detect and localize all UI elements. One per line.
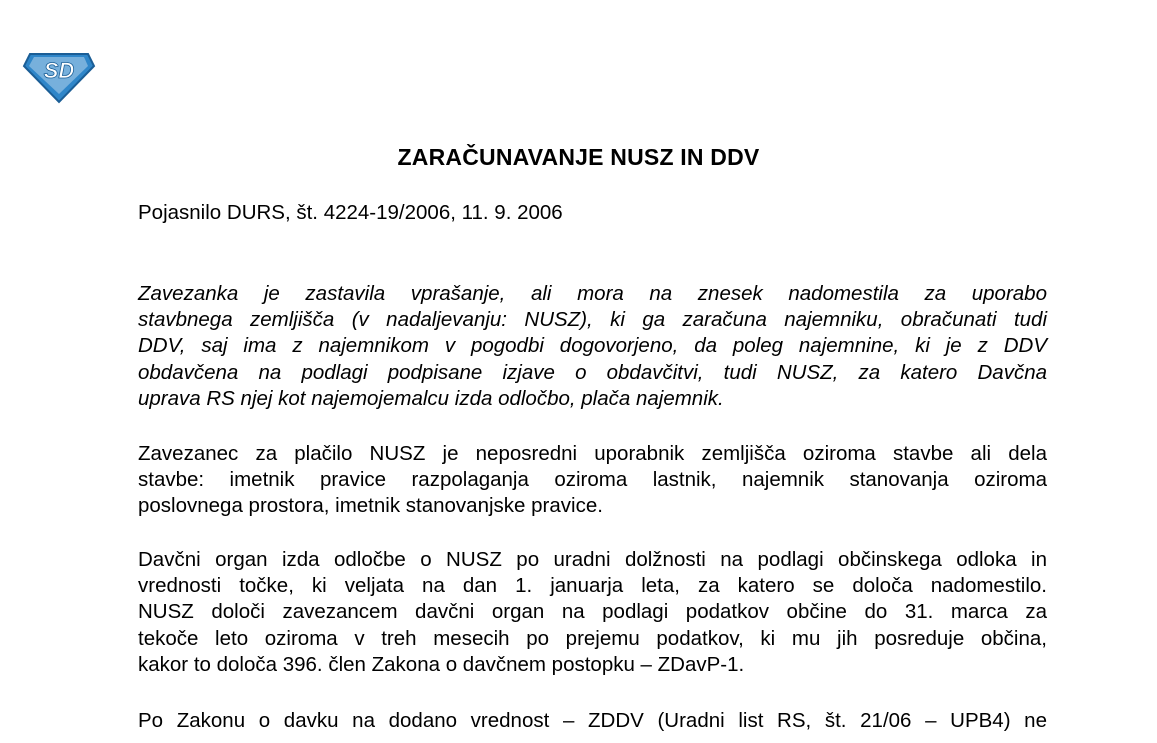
- document-title: ZARAČUNAVANJE NUSZ IN DDV: [397, 144, 760, 170]
- paragraph-line: uprava RS njej kot najemojemalcu izda odločbo, plača najemnik.: [138, 386, 724, 410]
- paragraph-line: stavbe: imetnik pravice razpolaganja oziroma lastnik, najemnik stanovanja oziroma: [138, 468, 1047, 492]
- paragraph-taxpayer: [138, 441, 1047, 520]
- paragraph-line: Zavezanec za plačilo NUSZ je neposredni uporabnik zemljišča oziroma stavbe ali dela: [138, 442, 1047, 465]
- paragraph-line: NUSZ določi zavezancem davčni organ na podlagi podatkov občine do 31. marca za: [138, 600, 1047, 624]
- paragraph-line: tekoče leto oziroma v treh mesecih po prejemu podatkov, ki mu jih posreduje občina,: [138, 626, 1047, 650]
- paragraph-line: obdavčena na podlagi podpisane izjave o obdavčitvi, tudi NUSZ, za katero Davčna: [138, 360, 1047, 384]
- paragraph-line: DDV, saj ima z najemnikom v pogodbi dogovorjeno, da poleg najemnine, ki je z DDV: [138, 334, 1047, 358]
- paragraph-line: stavbnega zemljišča (v nadaljevanju: NUSZ), ki ga zaračuna najemniku, obračunati tudi: [138, 308, 1047, 332]
- paragraph-line: vrednosti točke, ki veljata na dan 1. januarja leta, za katero se določa nadomestilo.: [138, 574, 1047, 598]
- paragraph-line: Zavezanka je zastavila vprašanje, ali mora na znesek nadomestila za uporabo: [138, 282, 1047, 305]
- company-logo: [22, 48, 96, 104]
- logo-shield-icon: [22, 48, 96, 104]
- paragraph-line: poslovnega prostora, imetnik stanovanjske pravice.: [138, 494, 603, 518]
- paragraph-tax-authority: [138, 547, 1047, 678]
- paragraph-line: kakor to določa 396. člen Zakona o davčnem postopku – ZDavP-1.: [138, 652, 745, 676]
- paragraph-line: Po Zakonu o davku na dodano vrednost – ZDDV (Uradni list RS, št. 21/06 – UPB4) ne: [138, 709, 1047, 732]
- paragraph-question: [138, 281, 1047, 412]
- logo-lettering: SD: [43, 58, 75, 83]
- document-subtitle: Pojasnilo DURS, št. 4224-19/2006, 11. 9. 2006: [138, 201, 563, 224]
- paragraph-vat-law: [138, 708, 1047, 734]
- paragraph-line: Davčni organ izda odločbe o NUSZ po uradni dolžnosti na podlagi občinskega odloka in: [138, 548, 1047, 571]
